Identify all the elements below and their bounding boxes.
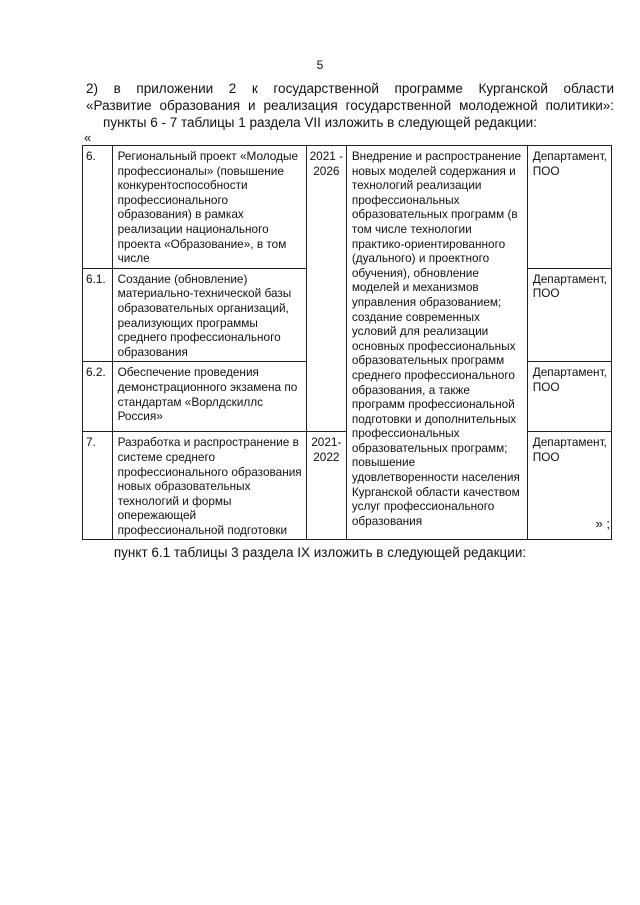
page-number: 5 <box>316 58 324 72</box>
row-executor: Департамент, ПОО <box>527 432 611 540</box>
row-name: Обеспечение проведения демонстрационного экзамена по стандартам «Ворлдскиллс Россия» <box>112 362 306 432</box>
row-number: 6.1. <box>83 268 113 362</box>
opening-quote: « <box>84 130 92 145</box>
row-number: 7. <box>83 432 113 540</box>
row-name: Региональный проект «Молодые профессионалы» (повышение конкурентоспособности профессионального образования) в рамках реализации национального проекта «Образование», в том числе <box>112 146 306 269</box>
row-executor: Департамент, ПОО <box>527 146 611 269</box>
intro-line-3: пункты 6 - 7 таблицы 1 раздела VII изложить в следующей редакции: <box>103 115 537 130</box>
row-years: 2021 - 2026 <box>306 146 346 432</box>
intro-line-2: «Развитие образования и реализация государственной молодежной политики»: <box>86 98 614 113</box>
row-number: 6.2. <box>83 362 113 432</box>
expected-result: Внедрение и распространение новых моделей содержания и технологий реализации профессиональных образовательных программ (в том числе технологии практико-ориентированного (дуального) и проектного обучения), обновление моделей и механизмов управления образованием; создание современных условий для реализации основных профессиональных образовательных программ среднего профессионального образования, а также программ профессиональной подготовки и дополнительных профессиональных образовательных программ; повышение удовлетворенности населения Курганской области качеством услуг профессионального образования <box>346 146 527 540</box>
row-name: Создание (обновление) материально-технической базы образовательных организаций, реализующих программы среднего профессионального образования <box>112 268 306 362</box>
closing-quote: » ; <box>595 516 610 531</box>
row-executor: Департамент, ПОО <box>527 268 611 362</box>
intro-line-1: 2) в приложении 2 к государственной программе Курганской области <box>86 81 614 96</box>
row-years: 2021-2022 <box>306 432 346 540</box>
row-name: Разработка и распространение в системе среднего профессионального образования новых образовательных технологий и формы опережающей профессиональной подготовки <box>112 432 306 540</box>
next-item-text: пункт 6.1 таблицы 3 раздела IX изложить в следующей редакции: <box>113 545 527 560</box>
row-executor: Департамент, ПОО <box>527 362 611 432</box>
table-row <box>83 146 612 269</box>
row-number: 6. <box>83 146 113 269</box>
program-table <box>82 145 612 540</box>
